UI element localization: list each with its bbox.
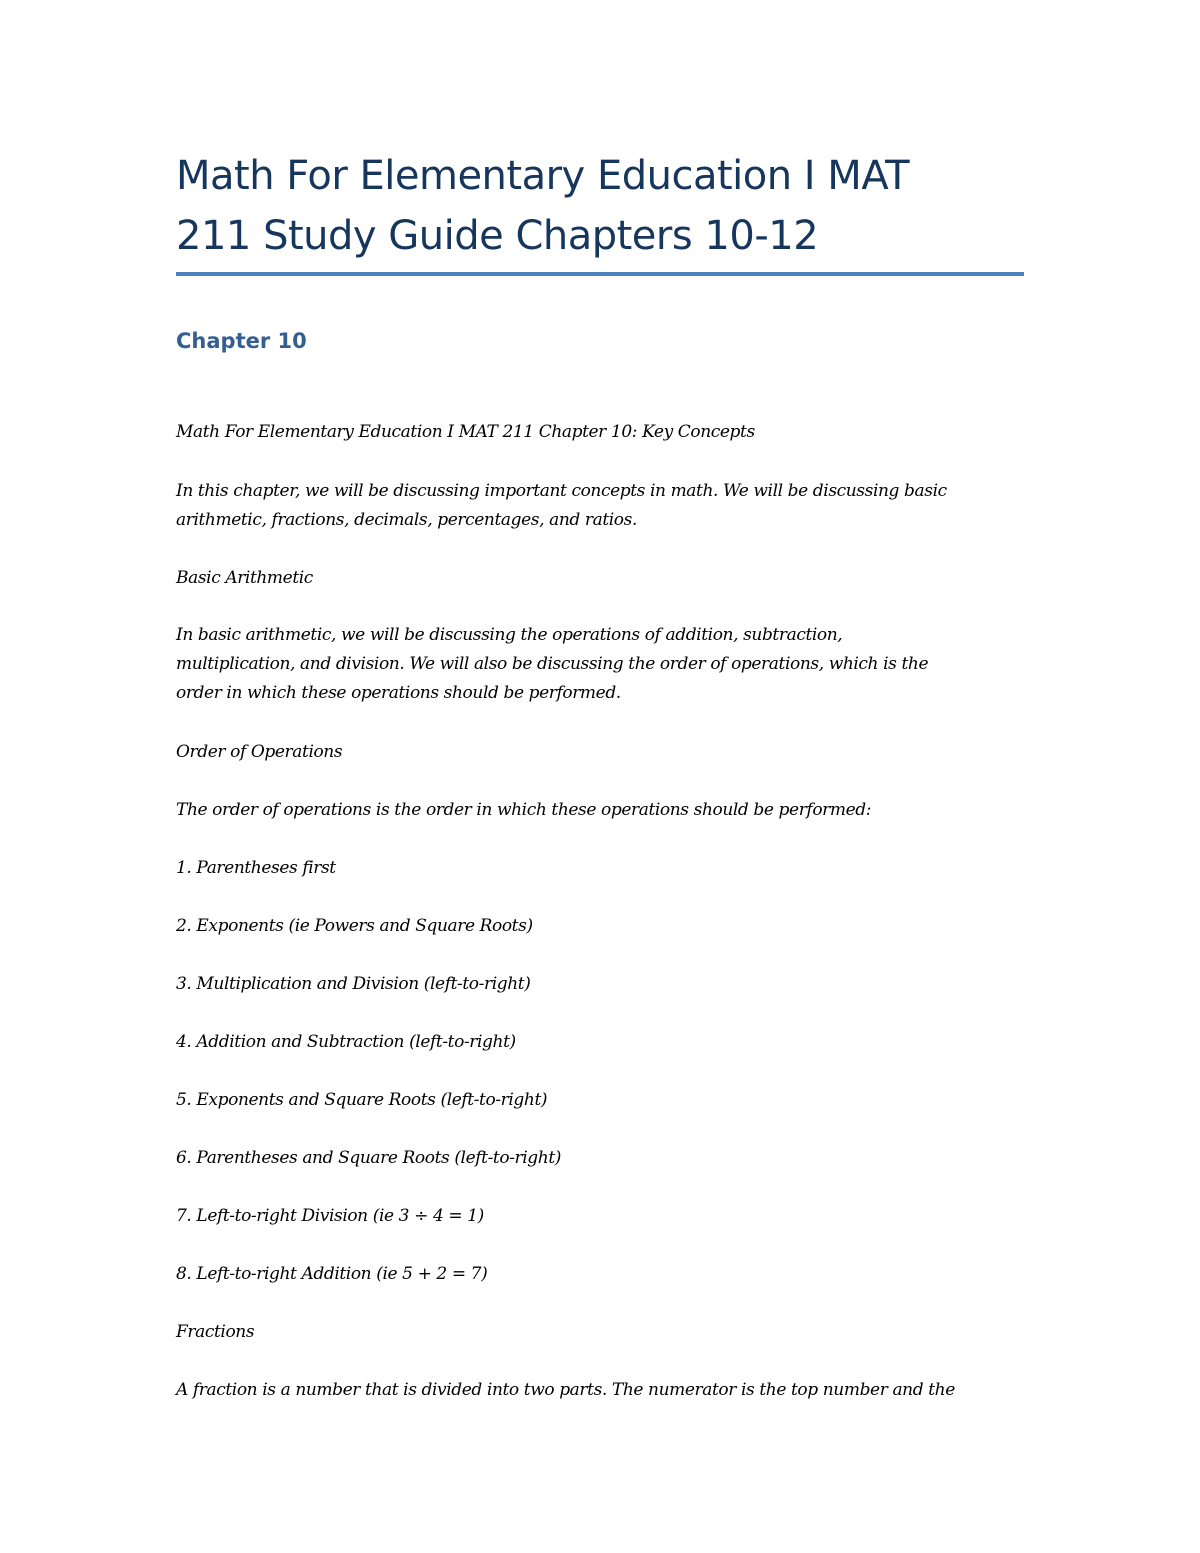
chapter-heading: Chapter 10 bbox=[176, 329, 307, 353]
arithmetic-line-2: multiplication, and division. We will also be discussing the order of operations, which is the bbox=[176, 654, 929, 674]
order-item-3: 3. Multiplication and Division (left-to-right) bbox=[176, 974, 531, 994]
order-of-operations-intro: The order of operations is the order in which these operations should be performed: bbox=[176, 800, 872, 820]
arithmetic-paragraph bbox=[176, 621, 1036, 708]
fractions-heading: Fractions bbox=[176, 1322, 255, 1342]
title-line-2: 211 Study Guide Chapters 10-12 bbox=[176, 213, 819, 259]
order-of-operations-heading: Order of Operations bbox=[176, 742, 343, 762]
order-item-6: 6. Parentheses and Square Roots (left-to-right) bbox=[176, 1148, 561, 1168]
order-item-8: 8. Left-to-right Addition (ie 5 + 2 = 7) bbox=[176, 1264, 488, 1284]
order-item-7: 7. Left-to-right Division (ie 3 ÷ 4 = 1) bbox=[176, 1206, 484, 1226]
intro-line-2: arithmetic, fractions, decimals, percentages, and ratios. bbox=[176, 510, 637, 530]
order-item-4: 4. Addition and Subtraction (left-to-right) bbox=[176, 1032, 516, 1052]
document-title bbox=[176, 146, 1036, 266]
arithmetic-line-3: order in which these operations should be performed. bbox=[176, 683, 621, 703]
intro-line-1: In this chapter, we will be discussing important concepts in math. We will be discussing basic bbox=[176, 481, 947, 501]
order-item-5: 5. Exponents and Square Roots (left-to-right) bbox=[176, 1090, 548, 1110]
arithmetic-line-1: In basic arithmetic, we will be discussing the operations of addition, subtraction, bbox=[176, 625, 843, 645]
order-item-2: 2. Exponents (ie Powers and Square Roots) bbox=[176, 916, 533, 936]
basic-arithmetic-heading: Basic Arithmetic bbox=[176, 568, 313, 588]
key-concepts-line: Math For Elementary Education I MAT 211 Chapter 10: Key Concepts bbox=[176, 422, 755, 442]
fractions-paragraph: A fraction is a number that is divided into two parts. The numerator is the top number and the bbox=[176, 1380, 955, 1400]
intro-paragraph bbox=[176, 477, 1036, 535]
title-underline-rule bbox=[176, 272, 1024, 276]
order-item-1: 1. Parentheses first bbox=[176, 858, 336, 878]
title-line-1: Math For Elementary Education I MAT bbox=[176, 153, 910, 199]
